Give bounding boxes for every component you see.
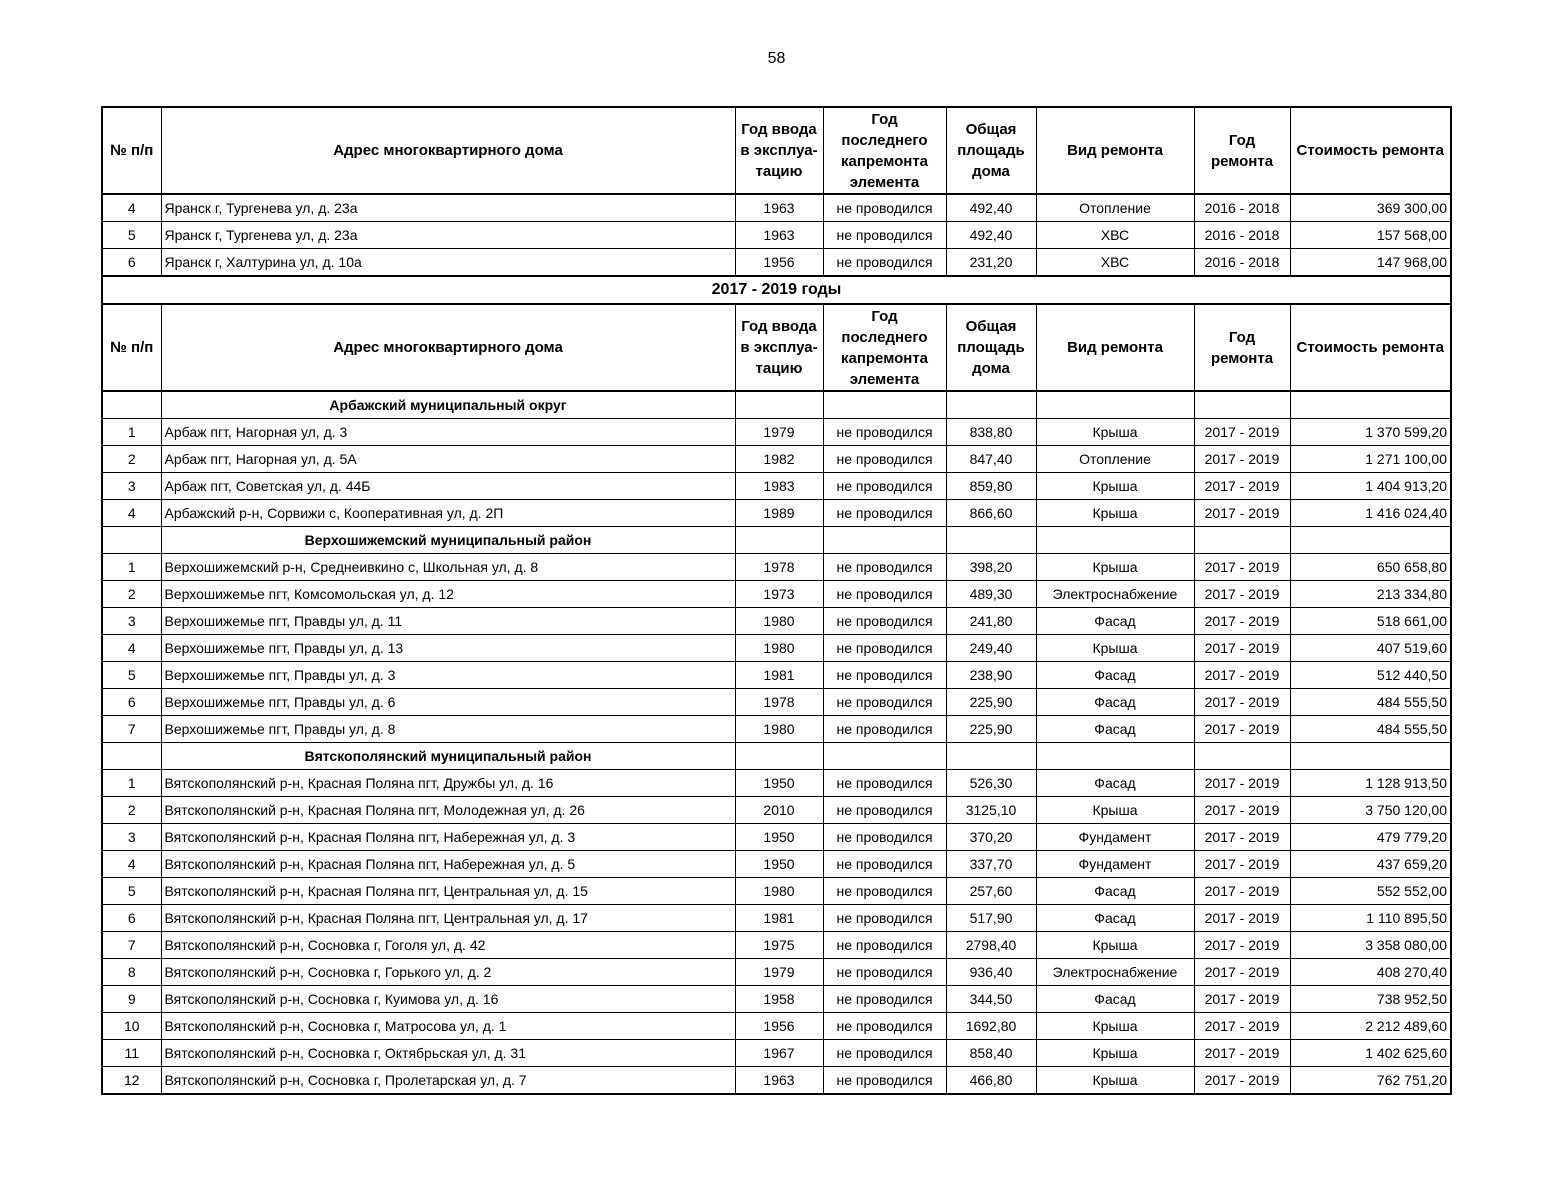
cell-repair-year: 2017 - 2019 [1194, 1040, 1290, 1067]
cell-area: 1692,80 [946, 1013, 1036, 1040]
group-empty-cell [1194, 743, 1290, 770]
table-row [102, 222, 1451, 249]
cell-repair-type: Крыша [1036, 1040, 1194, 1067]
cell-area: 398,20 [946, 554, 1036, 581]
cell-repair-year: 2017 - 2019 [1194, 635, 1290, 662]
group-empty-cell [1290, 743, 1451, 770]
group-row [102, 743, 1451, 770]
cell-last-repair: не проводился [823, 1013, 946, 1040]
table-row [102, 1013, 1451, 1040]
cell-repair-year: 2017 - 2019 [1194, 581, 1290, 608]
cell-year-built: 1975 [735, 932, 823, 959]
cell-num: 7 [102, 932, 161, 959]
cell-cost: 1 404 913,20 [1290, 473, 1451, 500]
cell-repair-year: 2017 - 2019 [1194, 608, 1290, 635]
cell-repair-year: 2017 - 2019 [1194, 851, 1290, 878]
cell-address: Вятскополянский р-н, Красная Поляна пгт, Набережная ул, д. 5 [161, 851, 735, 878]
table-body [102, 107, 1451, 1094]
cell-address: Яранск г, Тургенева ул, д. 23а [161, 194, 735, 222]
cell-area: 238,90 [946, 662, 1036, 689]
cell-last-repair: не проводился [823, 824, 946, 851]
header-last-repair: Год последнего капремонта элемента [823, 107, 946, 194]
cell-repair-type: Крыша [1036, 932, 1194, 959]
cell-area: 847,40 [946, 446, 1036, 473]
cell-address: Вятскополянский р-н, Сосновка г, Матросова ул, д. 1 [161, 1013, 735, 1040]
cell-address: Верхошижемский р-н, Среднеивкино с, Школьная ул, д. 8 [161, 554, 735, 581]
cell-repair-type: Крыша [1036, 500, 1194, 527]
group-empty-cell [1194, 391, 1290, 419]
cell-last-repair: не проводился [823, 797, 946, 824]
cell-area: 858,40 [946, 1040, 1036, 1067]
cell-cost: 512 440,50 [1290, 662, 1451, 689]
cell-cost: 1 370 599,20 [1290, 419, 1451, 446]
cell-area: 249,40 [946, 635, 1036, 662]
cell-repair-year: 2017 - 2019 [1194, 554, 1290, 581]
cell-num: 1 [102, 770, 161, 797]
cell-num: 1 [102, 554, 161, 581]
cell-repair-type: Крыша [1036, 635, 1194, 662]
cell-address: Верхошижемье пгт, Правды ул, д. 3 [161, 662, 735, 689]
cell-num: 6 [102, 249, 161, 277]
cell-area: 492,40 [946, 194, 1036, 222]
cell-last-repair: не проводился [823, 249, 946, 277]
cell-cost: 738 952,50 [1290, 986, 1451, 1013]
repair-registry-table [101, 106, 1452, 1095]
group-empty-cell [1036, 743, 1194, 770]
cell-cost: 1 416 024,40 [1290, 500, 1451, 527]
group-name: Вятскополянский муниципальный район [161, 743, 735, 770]
cell-num: 5 [102, 878, 161, 905]
group-empty-cell [823, 391, 946, 419]
section-row [102, 276, 1451, 304]
cell-cost: 484 555,50 [1290, 689, 1451, 716]
cell-last-repair: не проводился [823, 446, 946, 473]
cell-repair-type: Крыша [1036, 797, 1194, 824]
cell-area: 492,40 [946, 222, 1036, 249]
cell-address: Арбаж пгт, Нагорная ул, д. 5А [161, 446, 735, 473]
table-row [102, 1067, 1451, 1095]
group-empty-cell [735, 391, 823, 419]
cell-repair-type: Крыша [1036, 1067, 1194, 1095]
cell-address: Яранск г, Халтурина ул, д. 10а [161, 249, 735, 277]
cell-cost: 479 779,20 [1290, 824, 1451, 851]
header-cost: Стоимость ремонта [1290, 107, 1451, 194]
cell-year-built: 1980 [735, 608, 823, 635]
header-cost: Стоимость ремонта [1290, 304, 1451, 391]
cell-repair-type: Электроснабжение [1036, 581, 1194, 608]
cell-cost: 408 270,40 [1290, 959, 1451, 986]
group-num-cell [102, 527, 161, 554]
group-empty-cell [1036, 527, 1194, 554]
cell-repair-type: Фасад [1036, 662, 1194, 689]
cell-repair-type: ХВС [1036, 249, 1194, 277]
cell-cost: 762 751,20 [1290, 1067, 1451, 1095]
table-row [102, 1040, 1451, 1067]
cell-repair-year: 2017 - 2019 [1194, 662, 1290, 689]
cell-last-repair: не проводился [823, 419, 946, 446]
cell-last-repair: не проводился [823, 932, 946, 959]
table-row [102, 959, 1451, 986]
cell-cost: 650 658,80 [1290, 554, 1451, 581]
cell-address: Вятскополянский р-н, Красная Поляна пгт, Набережная ул, д. 3 [161, 824, 735, 851]
cell-repair-year: 2016 - 2018 [1194, 194, 1290, 222]
cell-area: 225,90 [946, 689, 1036, 716]
cell-year-built: 1963 [735, 222, 823, 249]
cell-repair-type: Отопление [1036, 194, 1194, 222]
table-row [102, 905, 1451, 932]
cell-num: 8 [102, 959, 161, 986]
page-number: 58 [767, 50, 786, 67]
cell-last-repair: не проводился [823, 851, 946, 878]
cell-year-built: 1981 [735, 662, 823, 689]
table-row [102, 581, 1451, 608]
cell-address: Вятскополянский р-н, Красная Поляна пгт, Дружбы ул, д. 16 [161, 770, 735, 797]
cell-year-built: 1979 [735, 419, 823, 446]
cell-num: 6 [102, 689, 161, 716]
cell-last-repair: не проводился [823, 986, 946, 1013]
cell-year-built: 1980 [735, 878, 823, 905]
cell-num: 5 [102, 222, 161, 249]
group-empty-cell [1194, 527, 1290, 554]
header-repair-type: Вид ремонта [1036, 304, 1194, 391]
group-empty-cell [946, 527, 1036, 554]
cell-repair-year: 2017 - 2019 [1194, 716, 1290, 743]
cell-address: Вятскополянский р-н, Сосновка г, Горького ул, д. 2 [161, 959, 735, 986]
cell-repair-type: Фундамент [1036, 851, 1194, 878]
cell-address: Вятскополянский р-н, Красная Поляна пгт, Центральная ул, д. 15 [161, 878, 735, 905]
header-num: № п/п [102, 304, 161, 391]
cell-last-repair: не проводился [823, 905, 946, 932]
header-address: Адрес многоквартирного дома [161, 107, 735, 194]
cell-num: 5 [102, 662, 161, 689]
cell-num: 11 [102, 1040, 161, 1067]
cell-address: Яранск г, Тургенева ул, д. 23а [161, 222, 735, 249]
cell-year-built: 1982 [735, 446, 823, 473]
group-empty-cell [735, 743, 823, 770]
cell-address: Арбаж пгт, Нагорная ул, д. 3 [161, 419, 735, 446]
cell-area: 241,80 [946, 608, 1036, 635]
cell-area: 344,50 [946, 986, 1036, 1013]
table-row [102, 689, 1451, 716]
cell-last-repair: не проводился [823, 222, 946, 249]
cell-repair-year: 2017 - 2019 [1194, 500, 1290, 527]
cell-year-built: 1978 [735, 554, 823, 581]
group-row [102, 391, 1451, 419]
cell-repair-year: 2017 - 2019 [1194, 797, 1290, 824]
cell-year-built: 1979 [735, 959, 823, 986]
cell-address: Верхошижемье пгт, Правды ул, д. 8 [161, 716, 735, 743]
cell-year-built: 1950 [735, 851, 823, 878]
table-row [102, 797, 1451, 824]
cell-last-repair: не проводился [823, 554, 946, 581]
group-empty-cell [735, 527, 823, 554]
cell-year-built: 2010 [735, 797, 823, 824]
cell-num: 4 [102, 194, 161, 222]
cell-repair-type: ХВС [1036, 222, 1194, 249]
cell-cost: 3 750 120,00 [1290, 797, 1451, 824]
group-empty-cell [946, 391, 1036, 419]
cell-repair-type: Крыша [1036, 473, 1194, 500]
cell-year-built: 1950 [735, 770, 823, 797]
cell-repair-type: Крыша [1036, 419, 1194, 446]
cell-year-built: 1973 [735, 581, 823, 608]
cell-address: Вятскополянский р-н, Красная Поляна пгт, Центральная ул, д. 17 [161, 905, 735, 932]
group-empty-cell [823, 527, 946, 554]
header-repair-year: Год ремонта [1194, 107, 1290, 194]
cell-repair-year: 2017 - 2019 [1194, 905, 1290, 932]
table-row [102, 473, 1451, 500]
cell-num: 2 [102, 581, 161, 608]
cell-cost: 2 212 489,60 [1290, 1013, 1451, 1040]
cell-num: 12 [102, 1067, 161, 1095]
cell-area: 517,90 [946, 905, 1036, 932]
cell-area: 257,60 [946, 878, 1036, 905]
cell-area: 225,90 [946, 716, 1036, 743]
cell-repair-type: Крыша [1036, 1013, 1194, 1040]
cell-address: Вятскополянский р-н, Сосновка г, Гоголя ул, д. 42 [161, 932, 735, 959]
header-repair-type: Вид ремонта [1036, 107, 1194, 194]
cell-cost: 147 968,00 [1290, 249, 1451, 277]
table-row [102, 824, 1451, 851]
table-row [102, 608, 1451, 635]
cell-repair-type: Фасад [1036, 689, 1194, 716]
table-row [102, 554, 1451, 581]
cell-num: 10 [102, 1013, 161, 1040]
cell-num: 3 [102, 473, 161, 500]
header-year-built: Год ввода в эксплуа-тацию [735, 304, 823, 391]
cell-year-built: 1980 [735, 716, 823, 743]
cell-last-repair: не проводился [823, 500, 946, 527]
cell-num: 3 [102, 824, 161, 851]
table-row [102, 878, 1451, 905]
table-row [102, 770, 1451, 797]
table-row [102, 194, 1451, 222]
cell-area: 866,60 [946, 500, 1036, 527]
cell-repair-year: 2017 - 2019 [1194, 824, 1290, 851]
cell-last-repair: не проводился [823, 194, 946, 222]
cell-last-repair: не проводился [823, 608, 946, 635]
header-repair-year: Год ремонта [1194, 304, 1290, 391]
cell-repair-type: Крыша [1036, 554, 1194, 581]
cell-area: 526,30 [946, 770, 1036, 797]
cell-area: 936,40 [946, 959, 1036, 986]
header-area: Общая площадь дома [946, 304, 1036, 391]
cell-repair-type: Отопление [1036, 446, 1194, 473]
header-num: № п/п [102, 107, 161, 194]
cell-num: 7 [102, 716, 161, 743]
cell-year-built: 1978 [735, 689, 823, 716]
group-empty-cell [946, 743, 1036, 770]
cell-repair-year: 2017 - 2019 [1194, 473, 1290, 500]
cell-repair-year: 2017 - 2019 [1194, 689, 1290, 716]
cell-area: 231,20 [946, 249, 1036, 277]
cell-repair-type: Фасад [1036, 770, 1194, 797]
cell-address: Верхошижемье пгт, Правды ул, д. 6 [161, 689, 735, 716]
cell-repair-year: 2016 - 2018 [1194, 222, 1290, 249]
cell-last-repair: не проводился [823, 1067, 946, 1095]
cell-area: 838,80 [946, 419, 1036, 446]
cell-cost: 3 358 080,00 [1290, 932, 1451, 959]
group-num-cell [102, 743, 161, 770]
cell-num: 6 [102, 905, 161, 932]
cell-year-built: 1963 [735, 1067, 823, 1095]
cell-address: Верхошижемье пгт, Правды ул, д. 13 [161, 635, 735, 662]
cell-repair-year: 2017 - 2019 [1194, 959, 1290, 986]
cell-year-built: 1958 [735, 986, 823, 1013]
cell-cost: 157 568,00 [1290, 222, 1451, 249]
cell-cost: 1 271 100,00 [1290, 446, 1451, 473]
cell-cost: 484 555,50 [1290, 716, 1451, 743]
cell-num: 1 [102, 419, 161, 446]
cell-last-repair: не проводился [823, 959, 946, 986]
cell-area: 337,70 [946, 851, 1036, 878]
table-row [102, 500, 1451, 527]
group-row [102, 527, 1451, 554]
cell-repair-type: Фундамент [1036, 824, 1194, 851]
cell-cost: 518 661,00 [1290, 608, 1451, 635]
cell-area: 466,80 [946, 1067, 1036, 1095]
table-row [102, 419, 1451, 446]
cell-last-repair: не проводился [823, 662, 946, 689]
cell-last-repair: не проводился [823, 689, 946, 716]
header-year-built: Год ввода в эксплуа-тацию [735, 107, 823, 194]
cell-year-built: 1967 [735, 1040, 823, 1067]
cell-address: Вятскополянский р-н, Сосновка г, Пролетарская ул, д. 7 [161, 1067, 735, 1095]
cell-address: Вятскополянский р-н, Сосновка г, Куимова ул, д. 16 [161, 986, 735, 1013]
group-num-cell [102, 391, 161, 419]
cell-area: 859,80 [946, 473, 1036, 500]
cell-year-built: 1956 [735, 249, 823, 277]
cell-num: 4 [102, 500, 161, 527]
cell-cost: 552 552,00 [1290, 878, 1451, 905]
cell-area: 370,20 [946, 824, 1036, 851]
cell-repair-type: Фасад [1036, 716, 1194, 743]
table-row [102, 635, 1451, 662]
cell-last-repair: не проводился [823, 878, 946, 905]
cell-repair-year: 2017 - 2019 [1194, 1067, 1290, 1095]
cell-year-built: 1963 [735, 194, 823, 222]
cell-repair-year: 2017 - 2019 [1194, 878, 1290, 905]
cell-repair-type: Фасад [1036, 878, 1194, 905]
table-header-row [102, 107, 1451, 194]
cell-address: Верхошижемье пгт, Комсомольская ул, д. 12 [161, 581, 735, 608]
cell-last-repair: не проводился [823, 581, 946, 608]
cell-year-built: 1981 [735, 905, 823, 932]
cell-year-built: 1989 [735, 500, 823, 527]
header-area: Общая площадь дома [946, 107, 1036, 194]
table-row [102, 986, 1451, 1013]
cell-repair-year: 2016 - 2018 [1194, 249, 1290, 277]
cell-area: 489,30 [946, 581, 1036, 608]
cell-address: Арбаж пгт, Советская ул, д. 44Б [161, 473, 735, 500]
cell-repair-type: Электроснабжение [1036, 959, 1194, 986]
cell-year-built: 1956 [735, 1013, 823, 1040]
cell-repair-year: 2017 - 2019 [1194, 446, 1290, 473]
cell-address: Вятскополянский р-н, Красная Поляна пгт, Молодежная ул, д. 26 [161, 797, 735, 824]
cell-repair-type: Фасад [1036, 608, 1194, 635]
cell-cost: 1 110 895,50 [1290, 905, 1451, 932]
cell-num: 3 [102, 608, 161, 635]
table-row [102, 446, 1451, 473]
cell-last-repair: не проводился [823, 473, 946, 500]
table-row [102, 932, 1451, 959]
table-row [102, 662, 1451, 689]
cell-repair-year: 2017 - 2019 [1194, 419, 1290, 446]
cell-last-repair: не проводился [823, 635, 946, 662]
section-title: 2017 - 2019 годы [102, 276, 1451, 304]
cell-last-repair: не проводился [823, 716, 946, 743]
cell-repair-year: 2017 - 2019 [1194, 932, 1290, 959]
cell-last-repair: не проводился [823, 770, 946, 797]
cell-cost: 1 128 913,50 [1290, 770, 1451, 797]
group-empty-cell [1290, 391, 1451, 419]
cell-cost: 407 519,60 [1290, 635, 1451, 662]
cell-num: 2 [102, 446, 161, 473]
cell-address: Арбажский р-н, Сорвижи с, Кооперативная ул, д. 2П [161, 500, 735, 527]
cell-num: 4 [102, 851, 161, 878]
cell-repair-year: 2017 - 2019 [1194, 986, 1290, 1013]
cell-year-built: 1983 [735, 473, 823, 500]
group-empty-cell [1036, 391, 1194, 419]
cell-repair-year: 2017 - 2019 [1194, 770, 1290, 797]
table-row [102, 851, 1451, 878]
cell-repair-type: Фасад [1036, 986, 1194, 1013]
cell-num: 9 [102, 986, 161, 1013]
table-row [102, 716, 1451, 743]
cell-cost: 213 334,80 [1290, 581, 1451, 608]
table-row [102, 249, 1451, 277]
header-address: Адрес многоквартирного дома [161, 304, 735, 391]
cell-repair-year: 2017 - 2019 [1194, 1013, 1290, 1040]
cell-last-repair: не проводился [823, 1040, 946, 1067]
header-last-repair: Год последнего капремонта элемента [823, 304, 946, 391]
cell-address: Вятскополянский р-н, Сосновка г, Октябрьская ул, д. 31 [161, 1040, 735, 1067]
cell-area: 3125,10 [946, 797, 1036, 824]
cell-cost: 437 659,20 [1290, 851, 1451, 878]
cell-year-built: 1980 [735, 635, 823, 662]
cell-address: Верхошижемье пгт, Правды ул, д. 11 [161, 608, 735, 635]
cell-repair-type: Фасад [1036, 905, 1194, 932]
table-header-row [102, 304, 1451, 391]
group-empty-cell [1290, 527, 1451, 554]
group-name: Верхошижемский муниципальный район [161, 527, 735, 554]
cell-num: 2 [102, 797, 161, 824]
cell-area: 2798,40 [946, 932, 1036, 959]
cell-year-built: 1950 [735, 824, 823, 851]
group-name: Арбажский муниципальный округ [161, 391, 735, 419]
group-empty-cell [823, 743, 946, 770]
cell-cost: 369 300,00 [1290, 194, 1451, 222]
cell-num: 4 [102, 635, 161, 662]
cell-cost: 1 402 625,60 [1290, 1040, 1451, 1067]
